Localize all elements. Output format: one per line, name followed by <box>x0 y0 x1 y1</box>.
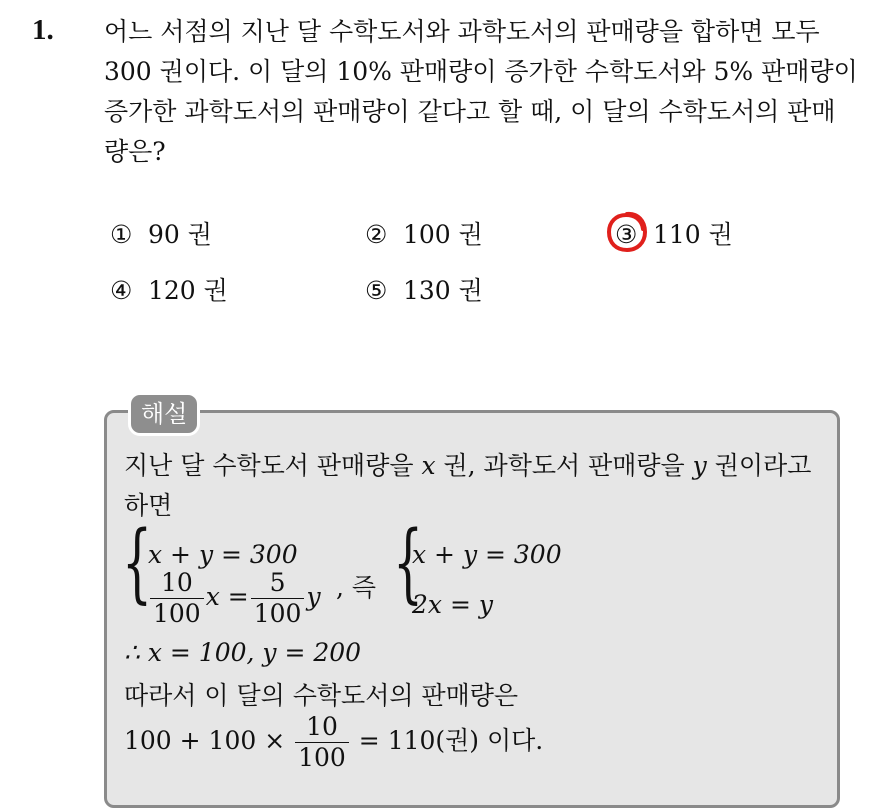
right-brace: { <box>393 513 424 613</box>
left-brace: { <box>122 513 153 613</box>
numerator: 10 <box>295 712 349 743</box>
numerator: 5 <box>251 568 305 599</box>
choice-mark: ① <box>110 220 133 249</box>
choice-2[interactable] <box>365 220 483 250</box>
choice-1[interactable] <box>110 220 212 250</box>
question-line: 증가한 과학도서의 판매량이 같다고 할 때, 이 달의 수학도서의 판매 <box>104 97 836 126</box>
final-prefix: 100 + 100 × <box>124 726 286 755</box>
choice-mark: ④ <box>110 276 133 305</box>
solution-tag: 해설 <box>128 392 200 436</box>
choice-mark: ② <box>365 220 388 249</box>
choice-label: 100 권 <box>403 220 483 249</box>
question-line: 어느 서점의 지난 달 수학도서와 과학도서의 판매량을 합하면 모두 <box>104 17 820 46</box>
solution-intro-line2: 하면 <box>124 491 173 520</box>
intro-text-b: 권, 과학도서 판매량을 <box>443 451 685 480</box>
equation-1: x + y = 300 <box>148 540 298 569</box>
question-line: 량은? <box>104 137 166 166</box>
denominator: 100 <box>153 599 201 628</box>
choice-label: 130 권 <box>403 276 483 305</box>
intro-text-a: 지난 달 수학도서 판매량을 <box>124 451 414 480</box>
question-line: 300 권이다. 이 달의 10% 판매량이 증가한 수학도서와 5% 판매량이 <box>104 57 858 86</box>
choice-mark: ⑤ <box>365 276 388 305</box>
answer-circle-mark <box>605 210 649 254</box>
equation-end: y <box>306 582 321 611</box>
choice-4[interactable] <box>110 276 228 306</box>
choice-label: 120 권 <box>148 276 228 305</box>
choice-label: 90 권 <box>148 220 212 249</box>
therefore-line: ∴ x = 100, y = 200 <box>124 638 362 667</box>
fraction <box>150 568 204 629</box>
equation-3: x + y = 300 <box>412 540 562 569</box>
fraction <box>251 568 305 629</box>
denominator: 100 <box>253 599 302 628</box>
final-suffix: = 110(권) 이다. <box>358 726 544 755</box>
choice-label: 110 권 <box>653 220 733 249</box>
fraction <box>295 712 349 773</box>
denominator: 100 <box>298 743 346 772</box>
choice-mark: ③ <box>615 220 638 249</box>
variable-x: x <box>421 451 436 480</box>
conclusion-line: 따라서 이 달의 수학도서의 판매량은 <box>124 681 519 710</box>
variable-y: y <box>692 451 707 480</box>
equation-2 <box>148 568 321 629</box>
choice-5[interactable] <box>365 276 483 306</box>
solution-intro-line1 <box>124 446 811 482</box>
question-number: 1. <box>32 14 54 46</box>
equation-middle: x = <box>205 582 249 611</box>
connector-text: , 즉 <box>336 573 377 602</box>
question-text <box>104 12 864 172</box>
numerator: 10 <box>150 568 204 599</box>
equation-4: 2x = y <box>412 590 493 619</box>
intro-text-c: 권이라고 <box>714 451 812 480</box>
final-equation <box>124 712 543 773</box>
